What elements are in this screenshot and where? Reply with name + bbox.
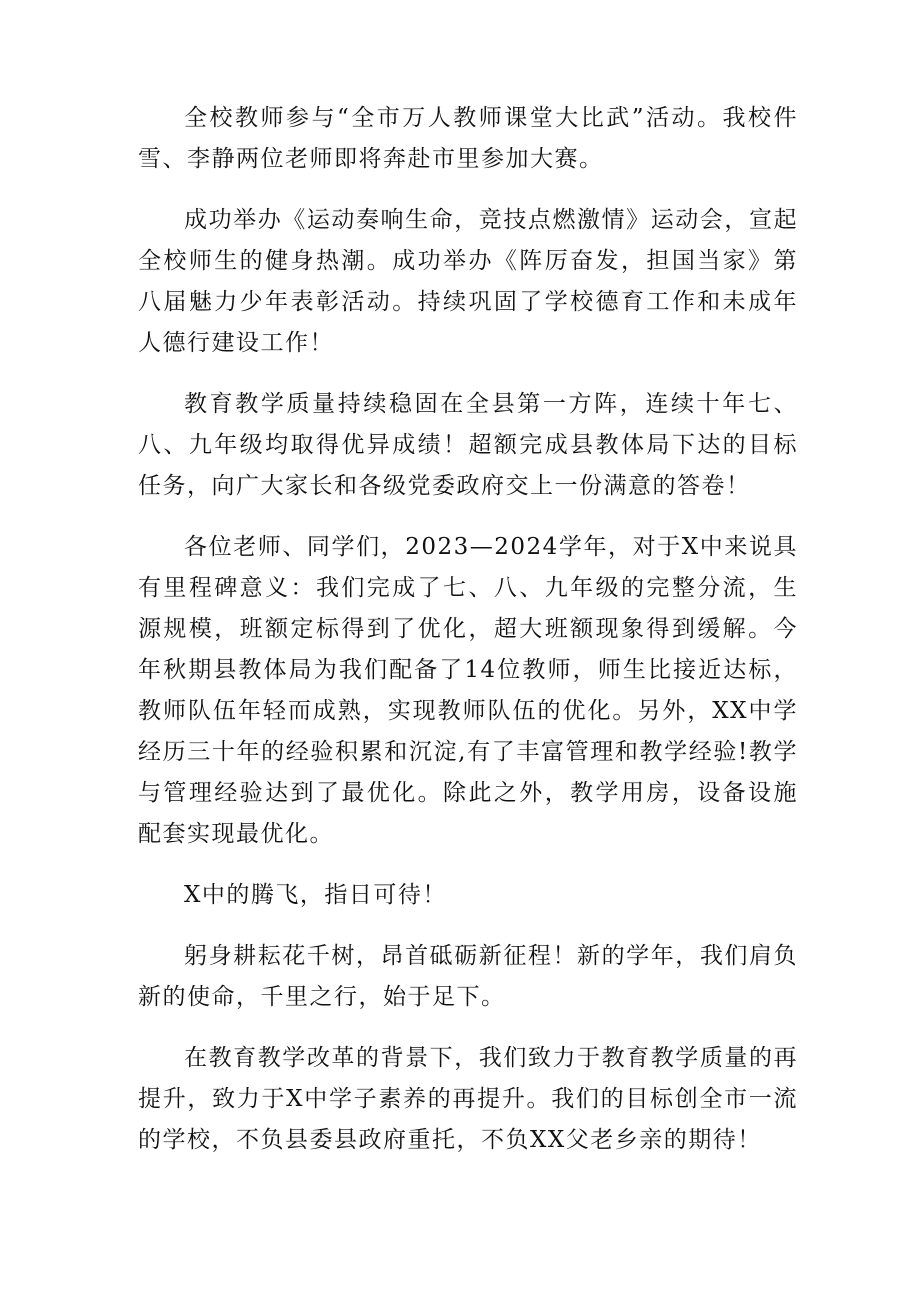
paragraph-1: 全校教师参与“全市万人教师课堂大比武”活动。我校件雪、李静两位老师即将奔赴市里参加大赛。 [138, 105, 798, 172]
paragraph-6: 躬身耕耘花千树，昂首砥砺新征程！新的学年，我们肩负新的使命，千里之行，始于足下。 [138, 943, 798, 1010]
paragraph-2: 成功举办《运动奏响生命，竞技点燃激情》运动会，宣起全校师生的健身热潮。成功举办《阵厉奋发，担国当家》第八届魅力少年表彰活动。持续巩固了学校德育工作和未成年人德行建设工作！ [138, 207, 798, 356]
document-body [138, 98, 798, 1161]
paragraph-3: 教育教学质量持续稳固在全县第一方阵，连续十年七、八、九年级均取得优异成绩！超额完成县教体局下达的目标任务，向广大家长和各级党委政府交上一份满意的答卷！ [138, 391, 798, 499]
paragraph-7: 在教育教学改革的背景下，我们致力于教育教学质量的再提升，致力于X中学子素养的再提升。我们的目标创全市一流的学校，不负县委县政府重托，不负XX父老乡亲的期待！ [138, 1045, 798, 1153]
paragraph-5: X中的腾飞，指日可待！ [184, 882, 447, 908]
paragraph-4: 各位老师、同学们，2023—2024学年，对于X中来说具有里程碑意义：我们完成了七、八、九年级的完整分流，生源规模，班额定标得到了优化，超大班额现象得到缓解。今年秋期县教体局为我们配备了14位教师，师生比接近达标，教师队伍年轻而成熟，实现教师队伍的优化。另外，XX中学经历三十年的经验积累和沉淀,有了丰富管理和教学经验!教学与管理经验达到了最优化。除此之外，教学用房，设备设施配套实现最优化。 [138, 534, 798, 847]
